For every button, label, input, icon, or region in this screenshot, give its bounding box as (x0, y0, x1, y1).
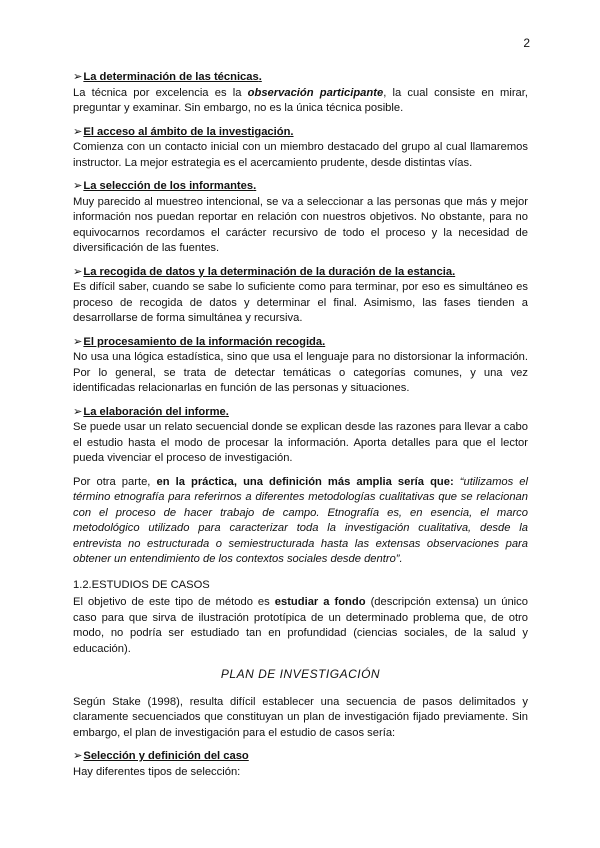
case-studies-bold: estudiar a fondo (274, 596, 366, 608)
definition-intro: Por otra parte, (73, 475, 157, 488)
document-body (73, 70, 528, 780)
section-heading: La selección de los informantes (83, 180, 254, 192)
section-techniques: ➢La determinación de las técnicas. La técnica por excelencia es la observación participante, la cual consiste en mirar, preguntar y examinar. Sin embargo, no es la única técnica posible. (73, 71, 528, 114)
section-access: ➢El acceso al ámbito de la investigación. Comienza con un contacto inicial con un miembro destacado del grupo al cual llamaremos instructor. La mejor estrategia es el acercamiento prudente, desde distintas vías. (73, 125, 528, 172)
arrow-bullet-icon: ➢ (73, 180, 83, 192)
section-heading: El acceso al ámbito de la investigación (83, 125, 291, 138)
arrow-bullet-icon: ➢ (73, 265, 83, 278)
arrow-bullet-icon: ➢ (73, 335, 83, 348)
section-heading: El procesamiento de la información recogida (83, 335, 323, 348)
definition-quote: “utilizamos el término etnografía para referirnos a diferentes metodologías cualitativas que se relacionan con el proceso de hacer trabajo de campo. Etnografía es, en esencia, el marco metodológico utilizado para caracterizar toda la investigación cualitativa, desde la entrevista no estructurada o semiestructurada hasta las extensas observaciones para obtener un entendimiento de los contextos sociales desde dentro”. (73, 475, 528, 565)
arrow-bullet-icon: ➢ (73, 125, 83, 138)
section-heading: La recogida de datos y la determinación de la duración de la estancia (83, 265, 453, 278)
section-text: No usa una lógica estadística, sino que usa el lenguaje para no distorsionar la información. Por lo general, se trata de detectar temáticas o categorías comunes, y una vez identificadas relacionarlas en función de las personas y situaciones. (73, 351, 528, 394)
section-report: ➢La elaboración del informe. Se puede usar un relato secuencial donde se explican desde las razones para llevar a cabo el estudio hasta el modo de procesar la información. Aporta detalles para que el lector pueda vivenciar el proceso de investigación. (73, 405, 528, 467)
section-text: , la cual consiste en mirar, preguntar y examinar. Sin embargo, no es la única técnica posible. (73, 86, 528, 114)
selection-heading: Selección y definición del caso (83, 750, 249, 762)
arrow-bullet-icon: ➢ (73, 750, 83, 762)
section-informants: ➢La selección de los informantes. Muy parecido al muestreo intencional, se va a seleccionar a las personas que más y mejor información nos puedan reportar en relación con nuestros objetivos. No obstante, para no equivocarnos recordamos el carácter recursivo de todo el proceso y la necesidad de diversificación de las fuentes. (73, 179, 528, 257)
emphasis-text: observación participante (247, 86, 384, 99)
case-studies-paragraph (73, 595, 528, 657)
arrow-bullet-icon: ➢ (73, 71, 83, 83)
arrow-bullet-icon: ➢ (73, 405, 83, 418)
section-text: Es difícil saber, cuando se sabe lo suficiente como para terminar, por eso es simultáneo es proceso de recogida de datos y determinar el final. Asimismo, las fases tienden a desarrollarse de forma simultánea y recursiva. (73, 281, 528, 324)
section-processing: ➢El procesamiento de la información recogida. No usa una lógica estadística, sino que usa el lenguaje para no distorsionar la información. Por lo general, se trata de detectar temáticas o categorías comunes, y una vez identificadas relacionarlas en función de las personas y situaciones. (73, 335, 528, 397)
plan-paragraph: Según Stake (1998), resulta difícil establecer una secuencia de pasos delimitados y claramente secuenciados que constituyan un plan de investigación fijado previamente. Sin embargo, el plan de investigación para el estudio de casos sería: (73, 695, 528, 739)
section-heading: La determinación de las técnicas (83, 71, 259, 83)
case-studies-title: 1.2.ESTUDIOS DE CASOS (73, 578, 210, 591)
section-heading: La elaboración del informe (83, 405, 226, 418)
section-text: Comienza con un contacto inicial con un miembro destacado del grupo al cual llamaremos instructor. La mejor estrategia es el acercamiento prudente, desde distintas vías. (73, 141, 528, 169)
definition-paragraph (73, 475, 528, 568)
case-studies-rest: (descripción extensa) un único caso para que sirva de ilustración prototípica de un determinado problema que, de otro modo, no podría ser estudiado tan en profundidad (ciencias sociales, de la salud y educación). (73, 596, 528, 655)
page-number: 2 (523, 36, 530, 50)
section-text: Se puede usar un relato secuencial donde se explican desde las razones para llevar a cabo el estudio hasta el modo de procesar la información. Aporta detalles para que el lector pueda vivenciar el proceso de investigación. (73, 421, 528, 464)
definition-bold: en la práctica, una definición más amplia sería que: (156, 475, 454, 488)
case-studies-intro: El objetivo de este tipo de método es (73, 596, 275, 608)
selection-text: Hay diferentes tipos de selección: (73, 765, 241, 778)
plan-title: PLAN DE INVESTIGACIÓN (220, 667, 381, 681)
section-data-collection: ➢La recogida de datos y la determinación de la duración de la estancia. Es difícil saber, cuando se sabe lo suficiente como para terminar, por eso es simultáneo es proceso de recogida de datos y determinar el final. Asimismo, las fases tienden a desarrollarse de forma simultánea y recursiva. (73, 265, 528, 327)
section-text: La técnica por excelencia es la (73, 86, 248, 99)
section-text: Muy parecido al muestreo intencional, se va a seleccionar a las personas que más y mejor información nos puedan reportar en relación con nuestros objetivos. No obstante, para no equivocarnos recordamos el carácter recursivo de todo el proceso y la necesidad de diversificación de las fuentes. (73, 195, 528, 254)
